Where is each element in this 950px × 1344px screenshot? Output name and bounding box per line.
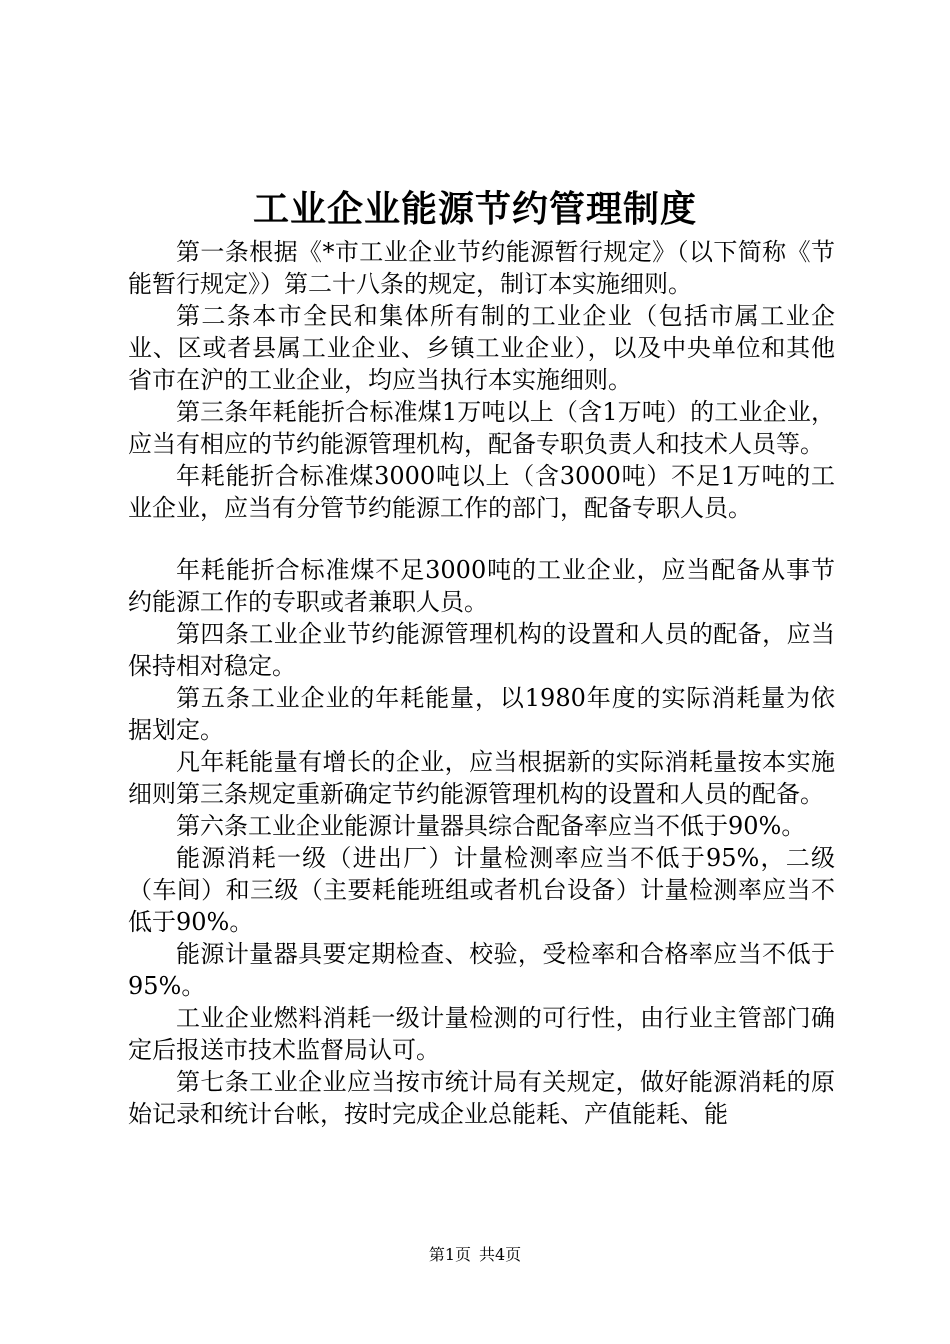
paragraph-article-3-clause-3: 年耗能折合标准煤不足3000吨的工业企业，应当配备从事节约能源工作的专职或者兼职人员。: [128, 556, 835, 616]
paragraph-article-6-clause-2: 能源消耗一级（进出厂）计量检测率应当不低于95%，二级（车间）和三级（主要耗能班组或者机台设备）计量检测率应当不低于90%。: [128, 844, 835, 936]
paragraph-article-5-clause-2: 凡年耗能量有增长的企业，应当根据新的实际消耗量按本实施细则第三条规定重新确定节约能源管理机构的设置和人员的配备。: [128, 748, 835, 808]
paragraph-article-6-clause-4: 工业企业燃料消耗一级计量检测的可行性，由行业主管部门确定后报送市技术监督局认可。: [128, 1004, 835, 1064]
paragraph-article-6-clause-3: 能源计量器具要定期检查、校验，受检率和合格率应当不低于95%。: [128, 940, 835, 1000]
paragraph-article-3-clause-2: 年耗能折合标准煤3000吨以上（含3000吨）不足1万吨的工业企业，应当有分管节约能源工作的部门，配备专职人员。: [128, 462, 835, 522]
paragraph-article-5: 第五条工业企业的年耗能量，以1980年度的实际消耗量为依据划定。: [128, 684, 835, 744]
document-title: 工业企业能源节约管理制度: [252, 188, 697, 230]
document-body: [128, 236, 835, 1130]
paragraph-article-1: 第一条根据《*市工业企业节约能源暂行规定》（以下简称《节能暂行规定》）第二十八条的规定，制订本实施细则。: [128, 238, 835, 298]
paragraph-article-6: 第六条工业企业能源计量器具综合配备率应当不低于90%。: [176, 812, 806, 840]
paragraph-article-3: 第三条年耗能折合标准煤1万吨以上（含1万吨）的工业企业，应当有相应的节约能源管理机构，配备专职负责人和技术人员等。: [128, 398, 835, 458]
paragraph-article-7: 第七条工业企业应当按市统计局有关规定，做好能源消耗的原始记录和统计台帐，按时完成企业总能耗、产值能耗、能: [128, 1068, 835, 1128]
page-total: 共4页: [479, 1245, 522, 1264]
page-footer: [0, 1244, 950, 1266]
page-number: 第1页: [428, 1245, 471, 1264]
paragraph-article-2: 第二条本市全民和集体所有制的工业企业（包括市属工业企业、区或者县属工业企业、乡镇工业企业），以及中央单位和其他省市在沪的工业企业，均应当执行本实施细则。: [128, 302, 835, 394]
paragraph-article-4: 第四条工业企业节约能源管理机构的设置和人员的配备，应当保持相对稳定。: [128, 620, 835, 680]
